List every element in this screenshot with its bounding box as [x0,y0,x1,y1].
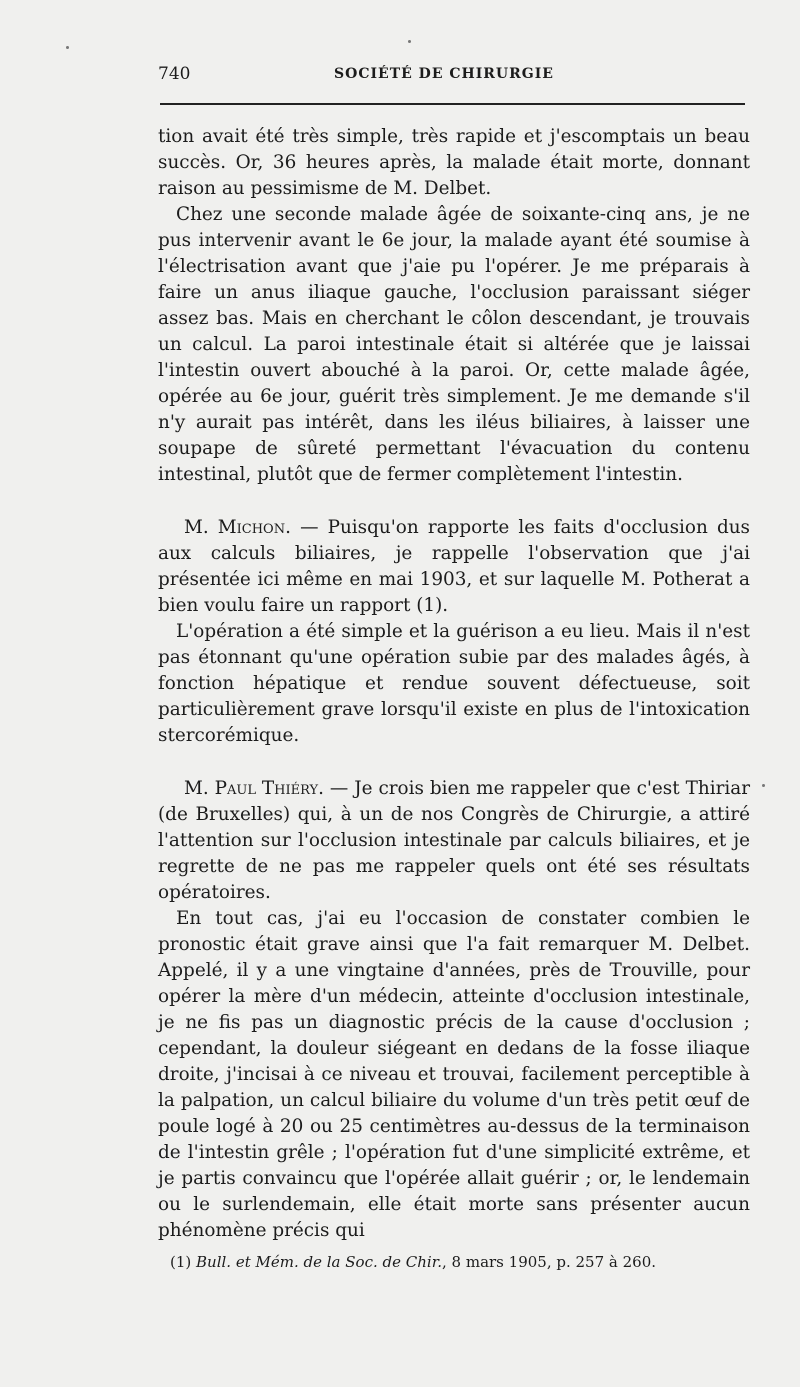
footnote [170,1252,750,1272]
thiery-continuation: En tout cas, j'ai eu l'occasion de constater combien le pronostic était grave ainsi que l'a fait remarquer M. Delbet. Appelé, il y a une vingtaine d'années, près de Trouville, pour opérer la mère d'un médecin, atteinte d'occlusion intestinale, je ne fis pas un diagnostic précis de la cause d'occlusion ; cependant, la douleur siégeant en dedans de la fosse iliaque droite, j'incisai à ce niveau et trouvai, facilement perceptible à la palpation, un calcul biliaire du volume d'un très petit œuf de poule logé à 20 ou 25 centimètres au-dessus de la terminaison de l'intestin grêle ; l'opération fut d'une simplicité extrême, et je partis convaincu que l'opérée allait guérir ; or, le lendemain ou le surlendemain, elle était morte sans présenter aucun phénomène précis qui [158,908,750,1241]
paragraph-second-patient: Chez une seconde malade âgée de soixante-cinq ans, je ne pus intervenir avant le 6e jour, la malade ayant été soumise à l'électrisation avant que j'aie pu l'opérer. Je me préparais à faire un anus iliaque gauche, l'occlusion paraissant siéger assez bas. Mais en cherchant le côlon descendant, je trouvais un calcul. La paroi intestinale était si altérée que je laissai l'intestin ouvert abouché à la paroi. Or, cette malade âgée, opérée au 6e jour, guérit très simplement. Je me demande s'il n'y aurait pas intérêt, dans les iléus biliaires, à laisser une soupape de sûreté permettant l'évacuation du contenu intestinal, plutôt que de fermer complètement l'intestin. [158,204,750,485]
speaker-michon: M. Michon. [184,517,291,538]
page-number: 740 [158,64,191,84]
thiery-text: — Je crois bien me rappeler que c'est Thiriar (de Bruxelles) qui, à un de nos Congrès de Chirurgie, a attiré l'attention sur l'occlusion intestinale par calculs biliaires, et je regrette de ne pas me rappeler quels ont été ses résultats opératoires. [158,778,751,903]
print-speck [762,784,765,787]
header-rule [160,103,745,105]
paragraph-continued: tion avait été très simple, très rapide et j'escomptais un beau succès. Or, 36 heures après, la malade était morte, donnant raison au pessimisme de M. Delbet. [158,126,750,199]
body-text [158,124,750,1244]
footnote-source: Bull. et Mém. de la Soc. de Chir. [196,1253,442,1271]
print-speck [408,40,411,43]
speaker-thiery: M. Paul Thiéry. [184,778,324,799]
michon-intervention [158,515,750,619]
print-speck [66,46,69,49]
thiery-intervention [158,776,750,906]
page-header [158,60,750,90]
footnote-marker: (1) [170,1253,192,1271]
footnote-detail: , 8 mars 1905, p. 257 à 260. [442,1253,657,1271]
michon-text: — Puisqu'on rapporte les faits d'occlusion dus aux calculs biliaires, je rappelle l'observation que j'ai présentée ici même en mai 1903, et sur laquelle M. Potherat a bien voulu faire un rapport (1). [158,517,750,616]
running-title: SOCIÉTÉ DE CHIRURGIE [334,66,554,82]
michon-continuation: L'opération a été simple et la guérison a eu lieu. Mais il n'est pas étonnant qu'une opération subie par des malades âgés, à fonction hépatique et rendue souvent défectueuse, soit particulièrement grave lorsqu'il existe en plus de l'intoxication stercorémique. [158,621,750,746]
